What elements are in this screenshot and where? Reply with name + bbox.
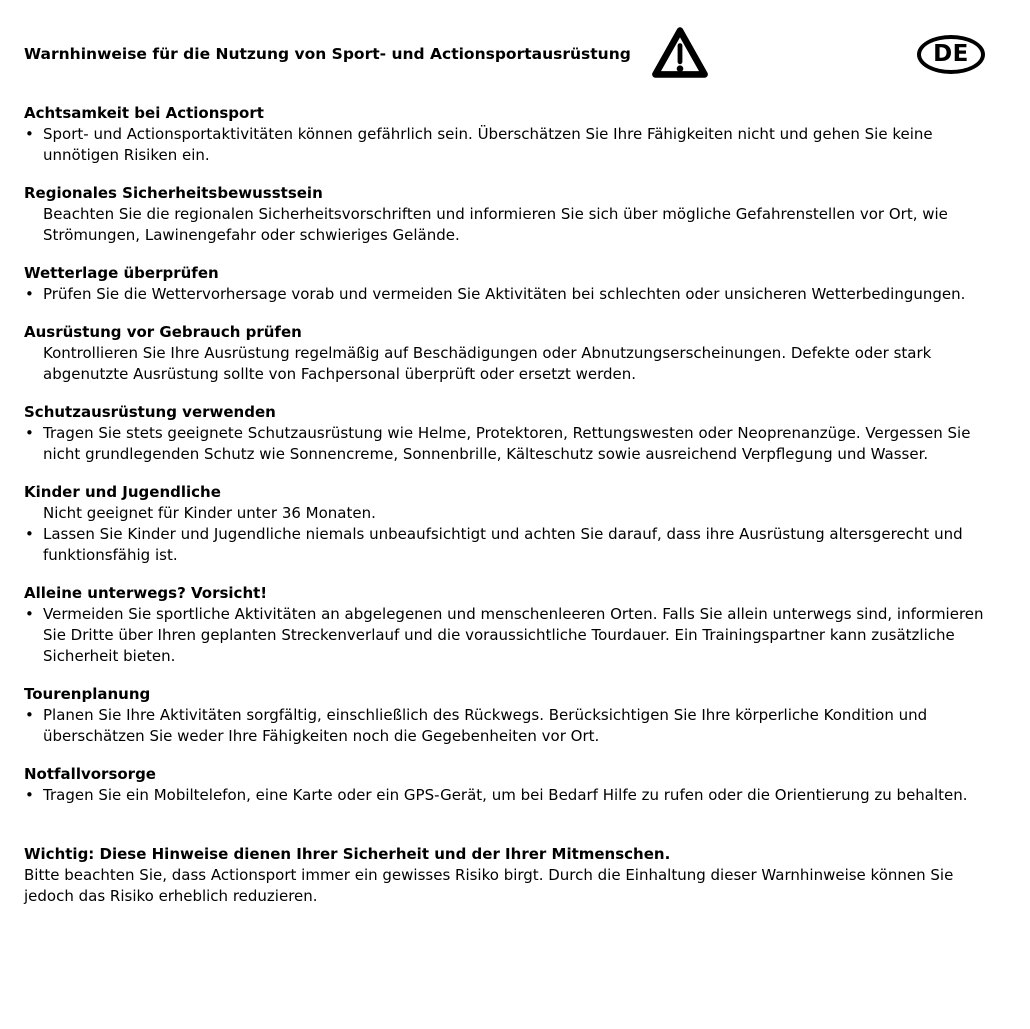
section-heading: Achtsamkeit bei Actionsport [24, 104, 264, 122]
bullet-marker: • [25, 706, 34, 724]
bullet-item [24, 705, 999, 747]
bullet-marker: • [25, 424, 34, 442]
item-text: Sport- und Actionsportaktivitäten können gefährlich sein. Überschätzen Sie Ihre Fähigkeiten nicht und gehen Sie keine unnötigen Risiken ein. [43, 125, 933, 164]
bullet-item [24, 124, 999, 166]
text-item [24, 503, 999, 524]
item-text: Vermeiden Sie sportliche Aktivitäten an abgelegenen und menschenleeren Orten. Falls Sie allein unterwegs sind, informieren Sie Dritte über Ihren geplanten Streckenverlauf und die voraussichtliche Tourdauer. Ein Trainingspartner kann zusätzliche Sicherheit bieten. [43, 605, 984, 665]
language-badge [917, 35, 985, 74]
section-heading: Notfallvorsorge [24, 765, 156, 783]
bullet-item [24, 604, 999, 667]
bullet-marker: • [25, 525, 34, 543]
language-badge-label: DE [933, 40, 969, 67]
section-heading: Schutzausrüstung verwenden [24, 403, 276, 421]
item-text: Lassen Sie Kinder und Jugendliche niemals unbeaufsichtigt und achten Sie darauf, dass ihre Ausrüstung altersgerecht und funktionsfähig ist. [43, 525, 963, 564]
section-heading: Alleine unterwegs? Vorsicht! [24, 584, 268, 602]
warning-section [24, 764, 999, 806]
section-heading: Ausrüstung vor Gebrauch prüfen [24, 323, 302, 341]
warning-section [24, 322, 999, 385]
item-text: Kontrollieren Sie Ihre Ausrüstung regelmäßig auf Beschädigungen oder Abnutzungserscheinungen. Defekte oder stark abgenutzte Ausrüstung sollte von Fachpersonal überprüft oder ersetzt werden. [43, 344, 932, 383]
item-text: Nicht geeignet für Kinder unter 36 Monaten. [43, 504, 376, 522]
warning-section [24, 103, 999, 166]
document-header [24, 22, 999, 86]
item-text: Tragen Sie ein Mobiltelefon, eine Karte oder ein GPS-Gerät, um bei Bedarf Hilfe zu rufen oder die Orientierung zu behalten. [43, 786, 968, 804]
warning-sections-list [24, 103, 999, 806]
section-heading: Regionales Sicherheitsbewusstsein [24, 184, 323, 202]
bullet-item [24, 423, 999, 465]
item-text: Beachten Sie die regionalen Sicherheitsvorschriften und informieren Sie sich über mögliche Gefahrenstellen vor Ort, wie Strömungen, Lawinengefahr oder schwieriges Gelände. [43, 205, 948, 244]
section-heading: Kinder und Jugendliche [24, 483, 221, 501]
bullet-item [24, 284, 999, 305]
section-heading: Wetterlage überprüfen [24, 264, 219, 282]
footer-text: Bitte beachten Sie, dass Actionsport immer ein gewisses Risiko birgt. Durch die Einhaltung dieser Warnhinweise können Sie jedoch das Risiko erheblich reduzieren. [24, 866, 954, 905]
warning-section [24, 402, 999, 465]
bullet-marker: • [25, 786, 34, 804]
warning-section [24, 583, 999, 667]
bullet-item [24, 785, 999, 806]
bullet-marker: • [25, 605, 34, 623]
bullet-item [24, 524, 999, 566]
warning-section [24, 684, 999, 747]
bullet-marker: • [25, 285, 34, 303]
bullet-marker: • [25, 125, 34, 143]
item-text: Prüfen Sie die Wettervorhersage vorab und vermeiden Sie Aktivitäten bei schlechten oder unsicheren Wetterbedingungen. [43, 285, 966, 303]
item-text: Planen Sie Ihre Aktivitäten sorgfältig, einschließlich des Rückwegs. Berücksichtigen Sie Ihre körperliche Kondition und überschätzen Sie weder Ihre Fähigkeiten noch die Gegebenheiten vor Ort. [43, 706, 928, 745]
warning-triangle-icon [649, 24, 711, 84]
warning-section [24, 263, 999, 305]
warning-section [24, 183, 999, 246]
page-title: Warnhinweise für die Nutzung von Sport- und Actionsportausrüstung [24, 44, 631, 63]
warning-section [24, 482, 999, 566]
text-item [24, 343, 999, 385]
footer-heading: Wichtig: Diese Hinweise dienen Ihrer Sicherheit und der Ihrer Mitmenschen. [24, 845, 671, 863]
item-text: Tragen Sie stets geeignete Schutzausrüstung wie Helme, Protektoren, Rettungswesten oder Neoprenanzüge. Vergessen Sie nicht grundlegenden Schutz wie Sonnencreme, Sonnenbrille, Kälteschutz sowie ausreichend Verpflegung und Wasser. [43, 424, 971, 463]
section-heading: Tourenplanung [24, 685, 151, 703]
text-item [24, 204, 999, 246]
document-footer [24, 844, 999, 907]
